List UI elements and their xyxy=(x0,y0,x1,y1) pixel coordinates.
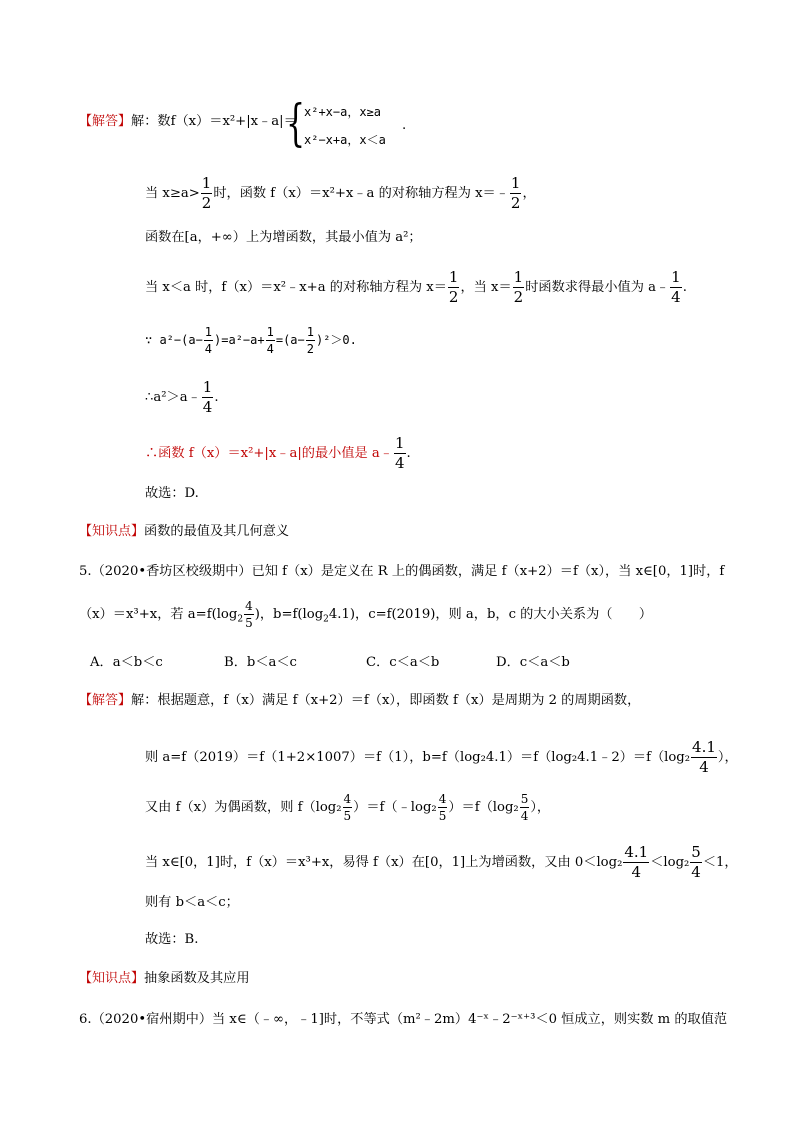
solution-line: ∵ a²−(a− $\frac{1}{4}$ )=a²−a+ $\frac{1}{4}$ =(a− $\frac{1}{2}$ )²＞0. xyxy=(145,325,357,356)
solution-line: 函数在[a，+∞）上为增函数，其最小值为 a²； xyxy=(145,230,422,245)
question-5-stem: 5.（2020•香坊区校级期中）已知 f（x）是定义在 R 上的偶函数，满足 f（x+2）＝f（x），当 x∈[0，1]时，f xyxy=(79,564,725,579)
option-c: C．c＜a＜b xyxy=(366,655,440,670)
fraction: $\frac{5}{4}$ xyxy=(691,843,701,881)
solution-header: 【解答】解：数f（x）＝x²+|x﹣a|＝ xyxy=(79,114,297,129)
fraction: $\frac{4}{5}$ xyxy=(343,792,352,823)
fraction: $\frac{1}{2}$ xyxy=(448,268,459,306)
fraction: $\frac{1}{2}$ xyxy=(513,268,524,306)
fraction: $\frac{1}{2}$ xyxy=(306,325,314,356)
option-a: A．a＜b＜c xyxy=(90,655,163,670)
fraction: $\frac{1}{2}$ xyxy=(201,174,212,212)
solution-line: 当 x≥a> $\frac{1}{2}$ 时，函数 f（x）＝x²+x﹣a 的对称轴方程为 x＝﹣ $\frac{1}{2}$ ， xyxy=(145,174,536,212)
question-5-stem-cont: （x）＝x³+x，若 $a=f(\log_2$ $\frac{4}{5}$ )，$b=f(\log_24.1)$，c=f(2019)，则 a，b，c 的大小关系为（ ） xyxy=(79,599,653,630)
knowledge-point: 【知识点】函数的最值及其几何意义 xyxy=(79,524,290,539)
solution-line: ∴函数 f（x）＝x²+|x﹣a|的最小值是 a﹣ $\frac{1}{4}$ . xyxy=(145,434,411,472)
solution-line: 则 a=f（2019）＝f（1+2×1007）＝f（1），b=f（log₂4.1）＝f（log₂4.1﹣2）＝f（log₂ $\frac{4.1}{4}$ ）， xyxy=(145,738,738,776)
document-page: 【解答】解：数f（x）＝x²+|x﹣a|＝ { x²+x−a，x≥a x²−x+a，x＜a . 当 x≥a> $\frac{1}{2}$ 时，函数 f（x）＝x²+x﹣a 的对称轴方程为 x＝﹣ $\frac{1}{2}$ ， 函数在[a，+∞）上为增函数，其最小值为 a²； 当 x＜a 时，f（x）＝x²﹣x+a 的对称轴方程为 x＝ $\frac{1}{2}$ ，当 x＝ $\frac{1}{2}$ 时函数求得最小值为 a﹣ $\frac{1}{4}$ . ∵ a²−(a− $\frac{1}{4}$ )=a²−a+ $\frac{1}{4}$ =(a− $\frac{1}{2}$ )²＞0. ∴a²＞a﹣ $\frac{1}{4}$ . ∴函数 f（x）＝x²+|x﹣a|的最小值是 a﹣ $\frac{1}{4}$ . 故选：D. 【知识点】函数的最值及其几何意义 5.（2020•香坊区校级期中）已知 f（x）是定义在 R 上的偶函数，满足 f（x+2）＝f（x），当 x∈[0，1]时，f （x）＝x³+x，若 $a=f(\log_2$ $\frac{4}{5}$ )，$b=f(\log_24.1)$，c=f(2019)，则 a，b，c 的大小关系为（ ） A．a＜b＜c B．b＜a＜c C．c＜a＜b D．c＜a＜b 【解答】解：根据题意，f（x）满足 f（x+2）＝f（x），即函数 f（x）是周期为 2 的周期函数， 则 a=f（2019）＝f（1+2×1007）＝f（1），b=f（log₂4.1）＝f（log₂4.1﹣2）＝f（log₂ $\frac{4.1}{4}$ ）， 又由 f（x）为偶函数，则 f（log₂ $\frac{4}{5}$ ）＝f（﹣log₂ $\frac{4}{5}$ ）＝f（log₂ $\frac{5}{4}$ ）， 当 x∈[0，1]时，f（x）＝x³+x，易得 f（x）在[0，1]上为增函数，又由 0＜log₂ $\frac{4.1}{4}$ ＜log₂ $\frac{5}{4}$ ＜1， 则有 b＜a＜c； 故选：B. 【知识点】抽象函数及其应用 6.（2020•宿州期中）当 x∈（﹣∞，﹣1]时，不等式（m²﹣2m）4⁻ˣ﹣2⁻ˣ⁺³＜0 恒成立，则实数 m 的取值范 xyxy=(0,0,794,1123)
solution-line: 当 x＜a 时，f（x）＝x²﹣x+a 的对称轴方程为 x＝ $\frac{1}{2}$ ，当 x＝ $\frac{1}{2}$ 时函数求得最小值为 a﹣ $\frac{1}{4}$ . xyxy=(145,268,687,306)
fraction: $\frac{1}{4}$ xyxy=(266,325,274,356)
answer-choice: 故选：D. xyxy=(145,486,199,501)
fraction: $\frac{4.1}{4}$ xyxy=(624,843,649,881)
fraction: $\frac{1}{2}$ xyxy=(510,174,521,212)
fraction: $\frac{1}{4}$ xyxy=(394,434,405,472)
answer-tag: 【解答】 xyxy=(79,114,132,129)
fraction: $\frac{4.1}{4}$ xyxy=(692,738,716,776)
option-b: B．b＜a＜c xyxy=(224,655,297,670)
solution-line: 又由 f（x）为偶函数，则 f（log₂ $\frac{4}{5}$ ）＝f（﹣log₂ $\frac{4}{5}$ ）＝f（log₂ $\frac{5}{4}$ ）， xyxy=(145,792,551,823)
function-definition: f（x）＝x²+|x﹣a|＝ xyxy=(170,114,297,129)
piecewise-brace: { xyxy=(286,94,306,152)
solution-line: ∴a²＞a﹣ $\frac{1}{4}$ . xyxy=(145,378,219,416)
fraction: $\frac{1}{4}$ xyxy=(671,268,681,306)
question-6-stem: 6.（2020•宿州期中）当 x∈（﹣∞，﹣1]时，不等式（m²﹣2m）4⁻ˣ﹣2⁻ˣ⁺³＜0 恒成立，则实数 m 的取值范 xyxy=(79,1012,728,1027)
fraction: $\frac{1}{4}$ xyxy=(204,325,213,356)
piece-1: x²+x−a，x≥a xyxy=(304,105,382,119)
option-d: D．c＜a＜b xyxy=(496,655,570,670)
piece-2: x²−x+a，x＜a xyxy=(304,133,386,147)
fraction: $\frac{5}{4}$ xyxy=(520,792,529,823)
solution-line: 当 x∈[0，1]时，f（x）＝x³+x，易得 f（x）在[0，1]上为增函数，又由 0＜log₂ $\frac{4.1}{4}$ ＜log₂ $\frac{5}{4}$ ＜1， xyxy=(145,843,738,881)
fraction: $\frac{4}{5}$ xyxy=(245,599,253,630)
fraction: $\frac{1}{4}$ xyxy=(202,378,213,416)
knowledge-point: 【知识点】抽象函数及其应用 xyxy=(79,971,250,986)
fraction: $\frac{4}{5}$ xyxy=(438,792,447,823)
solution-header: 【解答】解：根据题意，f（x）满足 f（x+2）＝f（x），即函数 f（x）是周期为 2 的周期函数， xyxy=(79,693,641,708)
solution-line: 则有 b＜a＜c； xyxy=(145,895,239,910)
answer-choice: 故选：B. xyxy=(145,932,199,947)
